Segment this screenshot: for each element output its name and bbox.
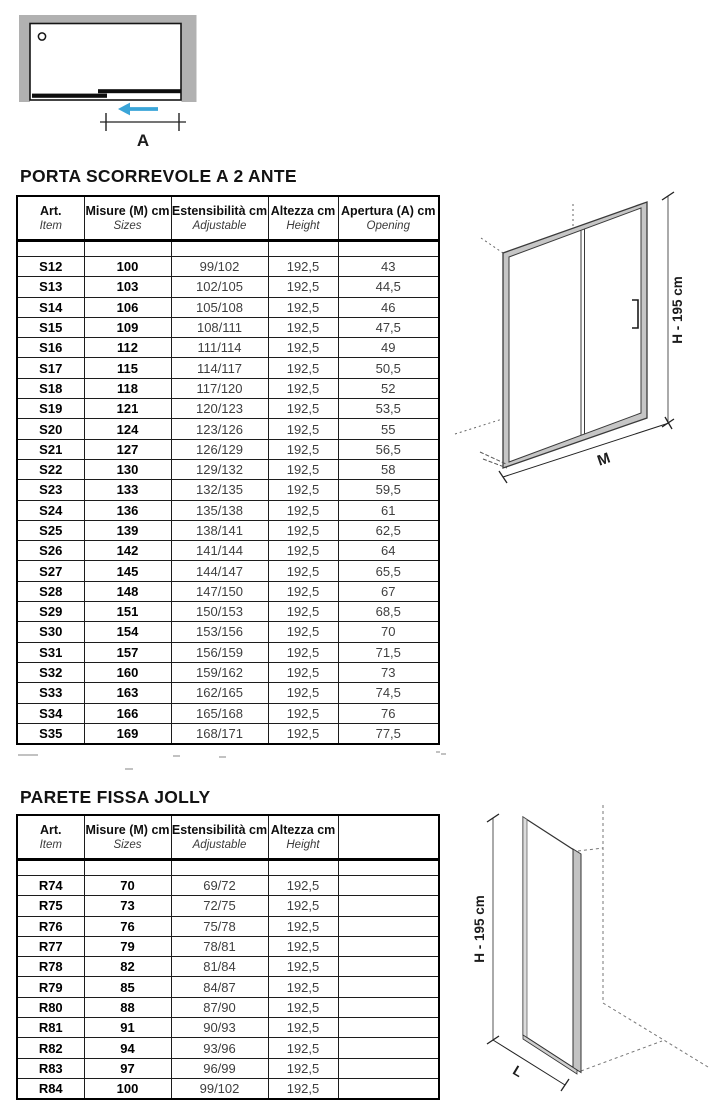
table-cell: S20 — [17, 419, 84, 439]
table-cell: 70 — [338, 622, 439, 642]
table-cell — [338, 916, 439, 936]
header-altezza: Altezza cm Height — [268, 196, 338, 241]
table-cell: 192,5 — [268, 703, 338, 723]
table-row — [17, 642, 439, 662]
spacer-row — [17, 860, 439, 876]
table-cell: 100 — [84, 257, 171, 277]
table-row — [17, 358, 439, 378]
table-cell: 126/129 — [171, 439, 268, 459]
table-row — [17, 439, 439, 459]
table-cell: 44,5 — [338, 277, 439, 297]
table-cell: S19 — [17, 399, 84, 419]
wall-right — [182, 15, 197, 102]
table-cell: 84/87 — [171, 977, 268, 997]
table-cell: S23 — [17, 480, 84, 500]
table-cell: 100 — [84, 1078, 171, 1099]
table-row — [17, 1038, 439, 1058]
table-cell: 151 — [84, 602, 171, 622]
table-cell: 82 — [84, 957, 171, 977]
table-cell: 106 — [84, 297, 171, 317]
table-cell: 61 — [338, 500, 439, 520]
table-cell: S32 — [17, 662, 84, 682]
table-cell: 85 — [84, 977, 171, 997]
width-dimension-label: M — [595, 449, 613, 470]
table-cell: 96/99 — [171, 1058, 268, 1078]
table-cell: 192,5 — [268, 378, 338, 398]
table-cell: 192,5 — [268, 317, 338, 337]
table-cell — [338, 1018, 439, 1038]
table-cell: 141/144 — [171, 541, 268, 561]
table-cell — [338, 1058, 439, 1078]
section1-title: PORTA SCORREVOLE A 2 ANTE — [20, 166, 297, 186]
table-cell: 70 — [84, 876, 171, 896]
table-cell: 59,5 — [338, 480, 439, 500]
table-cell: R77 — [17, 936, 84, 956]
table-cell: 81/84 — [171, 957, 268, 977]
table-cell: 192,5 — [268, 622, 338, 642]
table-cell: 192,5 — [268, 896, 338, 916]
table-cell: 67 — [338, 581, 439, 601]
table-cell: 93/96 — [171, 1038, 268, 1058]
clipped-text-fragment — [173, 755, 180, 757]
table-cell: 55 — [338, 419, 439, 439]
table-cell: 192,5 — [268, 683, 338, 703]
table-cell: S13 — [17, 277, 84, 297]
table-cell — [338, 876, 439, 896]
table-cell: 192,5 — [268, 602, 338, 622]
table-row — [17, 257, 439, 277]
table-cell: 145 — [84, 561, 171, 581]
table-cell — [338, 997, 439, 1017]
table-cell: 192,5 — [268, 581, 338, 601]
sliding-door-diagram — [455, 170, 713, 505]
table-cell: 192,5 — [268, 541, 338, 561]
table-cell: 192,5 — [268, 723, 338, 744]
header-empty — [338, 815, 439, 860]
table-cell: S34 — [17, 703, 84, 723]
panel-frame-right — [573, 849, 581, 1073]
table-cell: 165/168 — [171, 703, 268, 723]
header-misure: Misure (M) cm Sizes — [84, 196, 171, 241]
table-cell: S15 — [17, 317, 84, 337]
table-cell: 117/120 — [171, 378, 268, 398]
table-cell: 76 — [84, 916, 171, 936]
sliding-panel-right — [98, 89, 181, 93]
table-cell: 192,5 — [268, 1058, 338, 1078]
table-row — [17, 459, 439, 479]
table-cell: 133 — [84, 480, 171, 500]
slide-direction-arrow-icon — [118, 103, 158, 116]
table-cell: R75 — [17, 896, 84, 916]
table-cell: 150/153 — [171, 602, 268, 622]
table-cell: 68,5 — [338, 602, 439, 622]
table-cell: 127 — [84, 439, 171, 459]
table-row — [17, 399, 439, 419]
table-cell: S33 — [17, 683, 84, 703]
table-row — [17, 997, 439, 1017]
table-cell: 120/123 — [171, 399, 268, 419]
table-cell: 97 — [84, 1058, 171, 1078]
table-cell: 192,5 — [268, 977, 338, 997]
width-dimension-label: L — [510, 1061, 526, 1081]
table-cell: 69/72 — [171, 876, 268, 896]
clipped-text-fragment — [125, 768, 133, 770]
table-cell: 192,5 — [268, 399, 338, 419]
table-cell: R79 — [17, 977, 84, 997]
header-altezza: Altezza cm Height — [268, 815, 338, 860]
table-cell: 153/156 — [171, 622, 268, 642]
table-cell: S28 — [17, 581, 84, 601]
table-cell: 192,5 — [268, 997, 338, 1017]
table-row — [17, 1018, 439, 1038]
table-cell: 124 — [84, 419, 171, 439]
header-estensibilita: Estensibilità cm Adjustable — [171, 196, 268, 241]
table-cell: 94 — [84, 1038, 171, 1058]
table-row — [17, 541, 439, 561]
table-cell: 159/162 — [171, 662, 268, 682]
table-cell: 135/138 — [171, 500, 268, 520]
table-cell: S17 — [17, 358, 84, 378]
table-row — [17, 662, 439, 682]
table-cell: 154 — [84, 622, 171, 642]
table-cell: 102/105 — [171, 277, 268, 297]
table-cell: 73 — [338, 662, 439, 682]
fixed-panel-diagram — [455, 795, 713, 1104]
table-row — [17, 622, 439, 642]
table-body — [17, 257, 439, 745]
table-cell: 138/141 — [171, 520, 268, 540]
table-cell: 56,5 — [338, 439, 439, 459]
table-cell: 192,5 — [268, 459, 338, 479]
table-cell: 192,5 — [268, 419, 338, 439]
table-cell: 192,5 — [268, 642, 338, 662]
table-row — [17, 936, 439, 956]
table-row — [17, 561, 439, 581]
table-header — [17, 196, 439, 241]
table-cell: 112 — [84, 338, 171, 358]
panel-frame-left — [523, 817, 527, 1038]
table-cell: 192,5 — [268, 1038, 338, 1058]
height-dimension — [487, 814, 499, 1044]
table-row — [17, 338, 439, 358]
table-cell: S27 — [17, 561, 84, 581]
table-cell: 160 — [84, 662, 171, 682]
table-cell: 192,5 — [268, 1018, 338, 1038]
table-cell: R81 — [17, 1018, 84, 1038]
table-cell — [338, 957, 439, 977]
table-cell: 47,5 — [338, 317, 439, 337]
table-row — [17, 378, 439, 398]
table-cell: 136 — [84, 500, 171, 520]
table-cell: 168/171 — [171, 723, 268, 744]
table-cell: 58 — [338, 459, 439, 479]
table-body — [17, 876, 439, 1100]
table-cell: 192,5 — [268, 480, 338, 500]
table-row — [17, 297, 439, 317]
table-cell: 192,5 — [268, 561, 338, 581]
table-cell: 144/147 — [171, 561, 268, 581]
table-row — [17, 581, 439, 601]
fixed-panel-size-table — [16, 814, 440, 1100]
table-cell: R80 — [17, 997, 84, 1017]
opening-dimension-label: A — [136, 131, 150, 150]
table-cell: R78 — [17, 957, 84, 977]
table-cell: 132/135 — [171, 480, 268, 500]
table-cell: 46 — [338, 297, 439, 317]
table-row — [17, 277, 439, 297]
table-cell: S18 — [17, 378, 84, 398]
clipped-text-fragment — [441, 753, 446, 755]
table-cell: 87/90 — [171, 997, 268, 1017]
table-cell: 192,5 — [268, 257, 338, 277]
table-cell: S35 — [17, 723, 84, 744]
header-art: Art. Item — [17, 196, 84, 241]
table-row — [17, 500, 439, 520]
wall-left — [19, 15, 30, 102]
table-cell: S22 — [17, 459, 84, 479]
table-cell — [338, 977, 439, 997]
table-cell: 71,5 — [338, 642, 439, 662]
table-cell: 148 — [84, 581, 171, 601]
table-cell: 192,5 — [268, 358, 338, 378]
table-cell: 192,5 — [268, 520, 338, 540]
clipped-text-fragment — [219, 756, 226, 758]
table-cell: R82 — [17, 1038, 84, 1058]
wall-guides — [578, 805, 708, 1071]
header-misure: Misure (M) cm Sizes — [84, 815, 171, 860]
sliding-panel-left — [32, 94, 107, 98]
table-cell: 123/126 — [171, 419, 268, 439]
table-cell: 139 — [84, 520, 171, 540]
table-cell: 121 — [84, 399, 171, 419]
table-cell: S25 — [17, 520, 84, 540]
table-cell: 109 — [84, 317, 171, 337]
height-dimension-label: H - 195 cm — [472, 895, 487, 963]
enclosure-outline — [30, 24, 181, 101]
table-cell: 108/111 — [171, 317, 268, 337]
table-cell: 77,5 — [338, 723, 439, 744]
table-cell: 52 — [338, 378, 439, 398]
table-row — [17, 1078, 439, 1099]
table-row — [17, 317, 439, 337]
table-cell: 64 — [338, 541, 439, 561]
table-cell: 105/108 — [171, 297, 268, 317]
table-cell: 43 — [338, 257, 439, 277]
table-cell: 90/93 — [171, 1018, 268, 1038]
table-cell: 115 — [84, 358, 171, 378]
table-cell: S30 — [17, 622, 84, 642]
table-cell: 192,5 — [268, 1078, 338, 1099]
sliding-door-size-table — [16, 195, 440, 745]
table-cell: S14 — [17, 297, 84, 317]
table-cell: 157 — [84, 642, 171, 662]
table-row — [17, 602, 439, 622]
header-estensibilita: Estensibilità cm Adjustable — [171, 815, 268, 860]
table-cell: R76 — [17, 916, 84, 936]
header-apertura: Apertura (A) cm Opening — [338, 196, 439, 241]
table-cell: 79 — [84, 936, 171, 956]
table-header — [17, 815, 439, 860]
table-cell: S31 — [17, 642, 84, 662]
table-cell: 142 — [84, 541, 171, 561]
table-cell: 192,5 — [268, 957, 338, 977]
plan-view-diagram — [14, 10, 209, 155]
table-cell: 192,5 — [268, 338, 338, 358]
table-cell: S26 — [17, 541, 84, 561]
table-cell — [338, 936, 439, 956]
table-cell: S16 — [17, 338, 84, 358]
table-cell: 88 — [84, 997, 171, 1017]
table-cell: 156/159 — [171, 642, 268, 662]
table-cell: 103 — [84, 277, 171, 297]
table-cell: 192,5 — [268, 916, 338, 936]
table-row — [17, 520, 439, 540]
table-cell: 192,5 — [268, 277, 338, 297]
table-cell — [338, 1038, 439, 1058]
table-cell: S29 — [17, 602, 84, 622]
table-cell: 192,5 — [268, 439, 338, 459]
table-cell: 49 — [338, 338, 439, 358]
table-cell: S24 — [17, 500, 84, 520]
table-cell: 50,5 — [338, 358, 439, 378]
table-cell: 91 — [84, 1018, 171, 1038]
table-cell: 192,5 — [268, 500, 338, 520]
table-cell: R83 — [17, 1058, 84, 1078]
spacer-row — [17, 241, 439, 257]
clipped-text-fragment — [18, 754, 38, 756]
table-row — [17, 957, 439, 977]
table-row — [17, 723, 439, 744]
table-cell: 111/114 — [171, 338, 268, 358]
table-cell: 78/81 — [171, 936, 268, 956]
table-cell: 169 — [84, 723, 171, 744]
table-cell: 99/102 — [171, 257, 268, 277]
table-cell: 62,5 — [338, 520, 439, 540]
table-row — [17, 683, 439, 703]
table-cell: 192,5 — [268, 297, 338, 317]
table-cell: 163 — [84, 683, 171, 703]
table-cell — [338, 896, 439, 916]
panel-glass — [523, 817, 577, 1070]
table-cell: S21 — [17, 439, 84, 459]
table-cell: 118 — [84, 378, 171, 398]
table-row — [17, 977, 439, 997]
table-cell: 53,5 — [338, 399, 439, 419]
table-cell: R84 — [17, 1078, 84, 1099]
table-cell: 76 — [338, 703, 439, 723]
table-cell — [338, 1078, 439, 1099]
table-cell: 99/102 — [171, 1078, 268, 1099]
table-row — [17, 896, 439, 916]
table-row — [17, 480, 439, 500]
table-row — [17, 703, 439, 723]
table-cell: R74 — [17, 876, 84, 896]
table-cell: 147/150 — [171, 581, 268, 601]
table-cell: S12 — [17, 257, 84, 277]
table-cell: 72/75 — [171, 896, 268, 916]
table-cell: 75/78 — [171, 916, 268, 936]
header-art: Art. Item — [17, 815, 84, 860]
section2-title: PARETE FISSA JOLLY — [20, 787, 211, 807]
table-cell: 192,5 — [268, 936, 338, 956]
table-row — [17, 1058, 439, 1078]
table-cell: 74,5 — [338, 683, 439, 703]
table-cell: 73 — [84, 896, 171, 916]
opening-dimension — [100, 113, 186, 131]
table-row — [17, 916, 439, 936]
clipped-text-fragment — [436, 751, 440, 753]
table-cell: 129/132 — [171, 459, 268, 479]
table-cell: 114/117 — [171, 358, 268, 378]
height-dimension-label: H - 195 cm — [670, 276, 685, 344]
table-cell: 166 — [84, 703, 171, 723]
table-cell: 65,5 — [338, 561, 439, 581]
table-cell: 192,5 — [268, 876, 338, 896]
table-row — [17, 876, 439, 896]
table-cell: 130 — [84, 459, 171, 479]
table-cell: 162/165 — [171, 683, 268, 703]
table-cell: 192,5 — [268, 662, 338, 682]
table-row — [17, 419, 439, 439]
